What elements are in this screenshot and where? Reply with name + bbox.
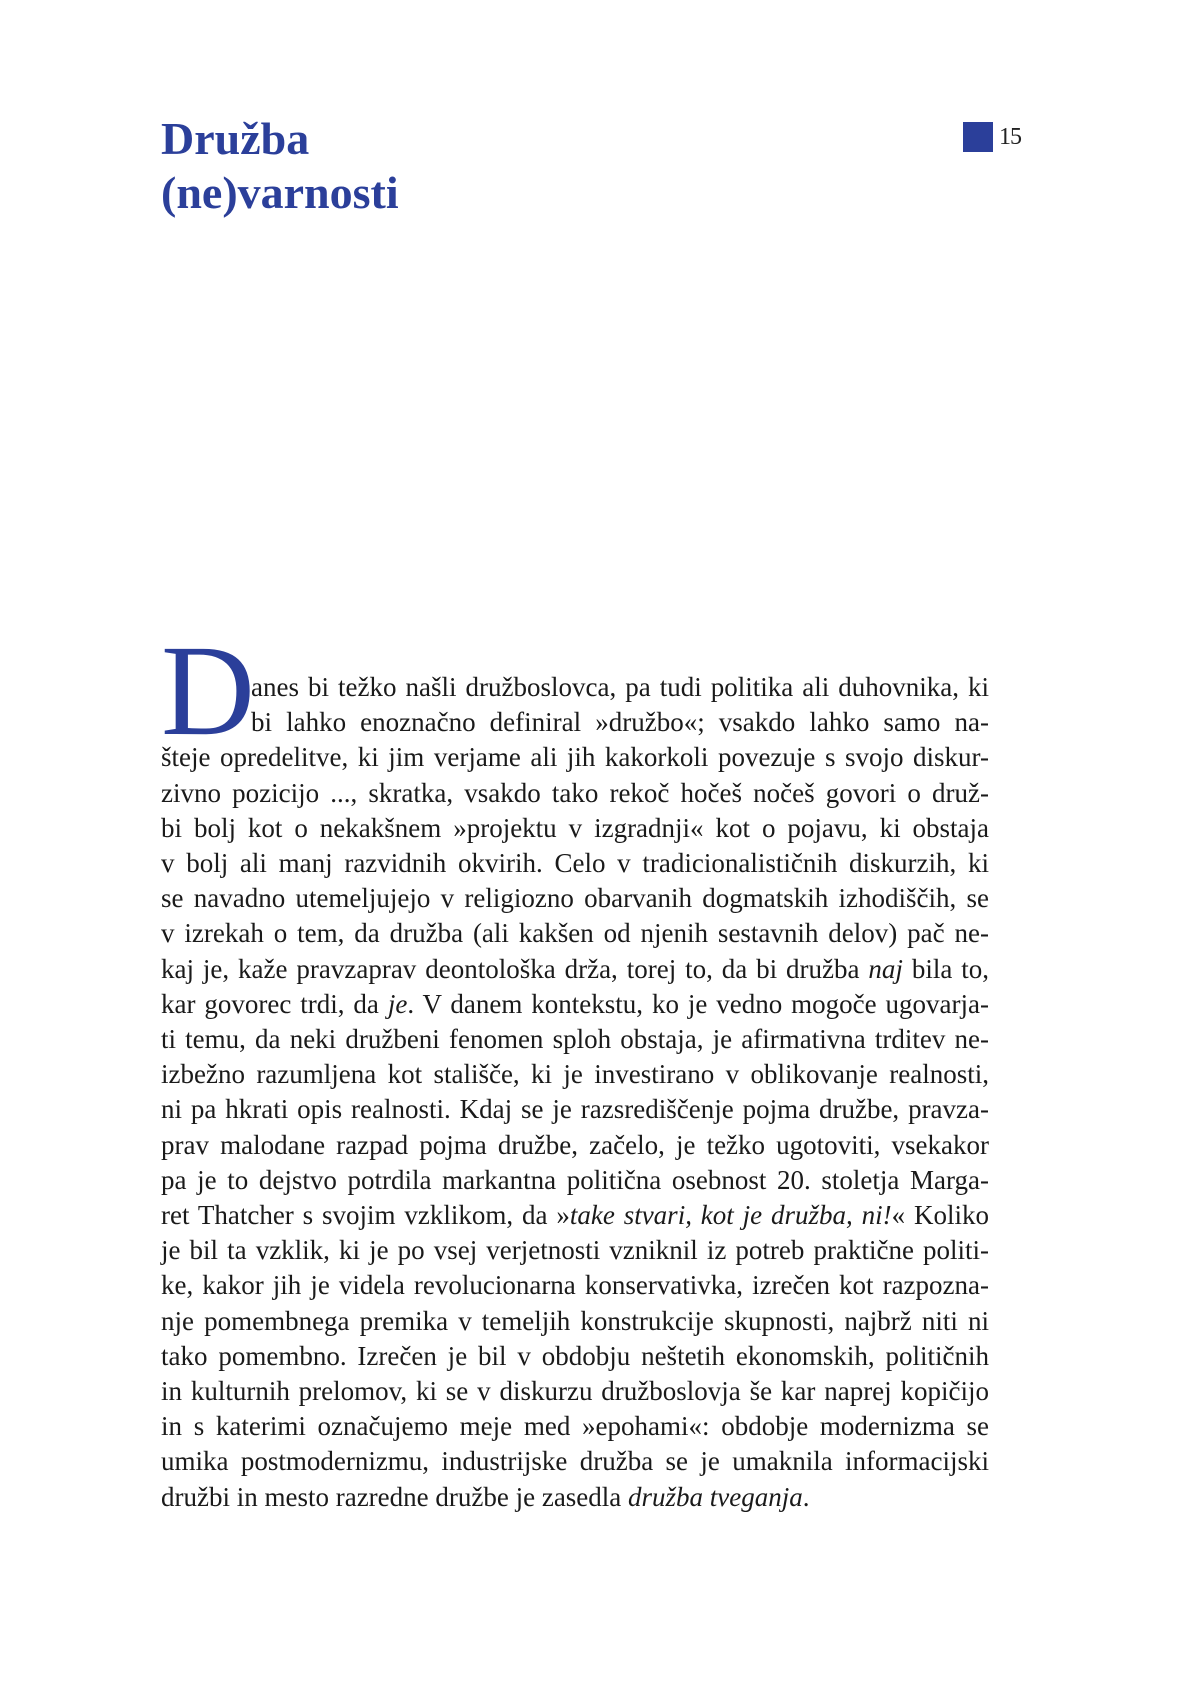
text-line: je bil ta vzklik, ki je po vsej verjetnosti vzniknil iz potreb praktične politi- [161,1235,989,1266]
text-line: nje pomembnega premika v temeljih konstrukcije skupnosti, najbrž niti ni [161,1305,989,1336]
text-line: ni pa hkrati opis realnosti. Kdaj se je razsrediščenje pojma družbe, pravza- [161,1094,989,1125]
text-line: ti temu, da neki družbeni fenomen sploh obstaja, je afirmativna trditev ne- [161,1024,989,1055]
text-line [161,1198,989,1233]
text-segment: bila to, [902,953,989,984]
text-line: bi bolj kot o nekakšnem »projektu v izgradnji« kot o pojavu, ki obstaja [161,812,989,843]
text-line [161,1480,989,1515]
chapter-title-line1: Družba [161,113,310,164]
italic-naj: naj [868,953,903,984]
text-segment: družbi in mesto razredne družbe je zasedla [161,1481,629,1512]
text-line: prav malodane razpad pojma družbe, začelo, je težko ugotoviti, vsekakor [161,1129,989,1160]
text-line: umika postmodernizmu, industrijske družba se je umaknila informacijski [161,1446,989,1477]
text-line: bi lahko enoznačno definiral »družbo«; vsakdo lahko samo na- [251,707,989,738]
page-number: 15 [999,123,1021,150]
text-line [161,952,989,987]
page-marker [963,122,1021,152]
text-segment: kaj je, kaže pravzaprav deontološka drža, torej to, da bi družba [161,953,869,984]
chapter-title-line2: (ne)varnosti [161,167,399,218]
drop-cap: D [161,619,255,763]
italic-je: je [387,988,408,1019]
text-segment: « Koliko [891,1200,989,1231]
chapter-title [161,112,399,220]
text-line: zivno pozicijo ..., skratka, vsakdo tako rekoč hočeš nočeš govori o druž- [161,777,989,808]
italic-quote: take stvari, kot je družba, ni! [569,1200,892,1231]
text-line: šteje opredelitve, ki jim verjame ali jih kakorkoli povezuje s svojo diskur- [161,742,989,773]
text-segment: kar govorec trdi, da [161,988,388,1019]
text-line: anes bi težko našli družboslovca, pa tudi politika ali duhovnika, ki [251,672,989,702]
text-line: tako pomembno. Izrečen je bil v obdobju neštetih ekonomskih, političnih [161,1340,989,1371]
text-line: pa je to dejstvo potrdila markantna politična osebnost 20. stoletja Marga- [161,1164,989,1195]
text-line: izbežno razumljena kot stališče, ki je investirano v oblikovanje realnosti, [161,1059,989,1090]
text-line: ke, kakor jih je videla revolucionarna konservativka, izrečen kot razpozna- [161,1270,989,1301]
text-line: v bolj ali manj razvidnih okvirih. Celo v tradicionalističnih diskurzih, ki [161,848,989,879]
body-paragraph [161,670,989,1515]
text-line: in s katerimi označujemo meje med »epohami«: obdobje modernizma se [161,1411,989,1442]
text-line: v izrekah o tem, da družba (ali kakšen od njenih sestavnih delov) pač ne- [161,918,989,949]
text-line [161,987,989,1022]
text-segment: . [802,1481,810,1512]
text-segment: . V danem kontekstu, ko je vedno mogoče ugovarja- [407,988,989,1019]
page-square-icon [963,122,993,152]
italic-final: družba tveganja [628,1481,803,1512]
text-line: se navadno utemeljujejo v religiozno obarvanih dogmatskih izhodiščih, se [161,883,989,914]
text-segment: ret Thatcher s svojim vzklikom, da » [161,1200,570,1231]
text-line: in kulturnih prelomov, ki se v diskurzu družboslovja še kar naprej kopičijo [161,1376,989,1407]
